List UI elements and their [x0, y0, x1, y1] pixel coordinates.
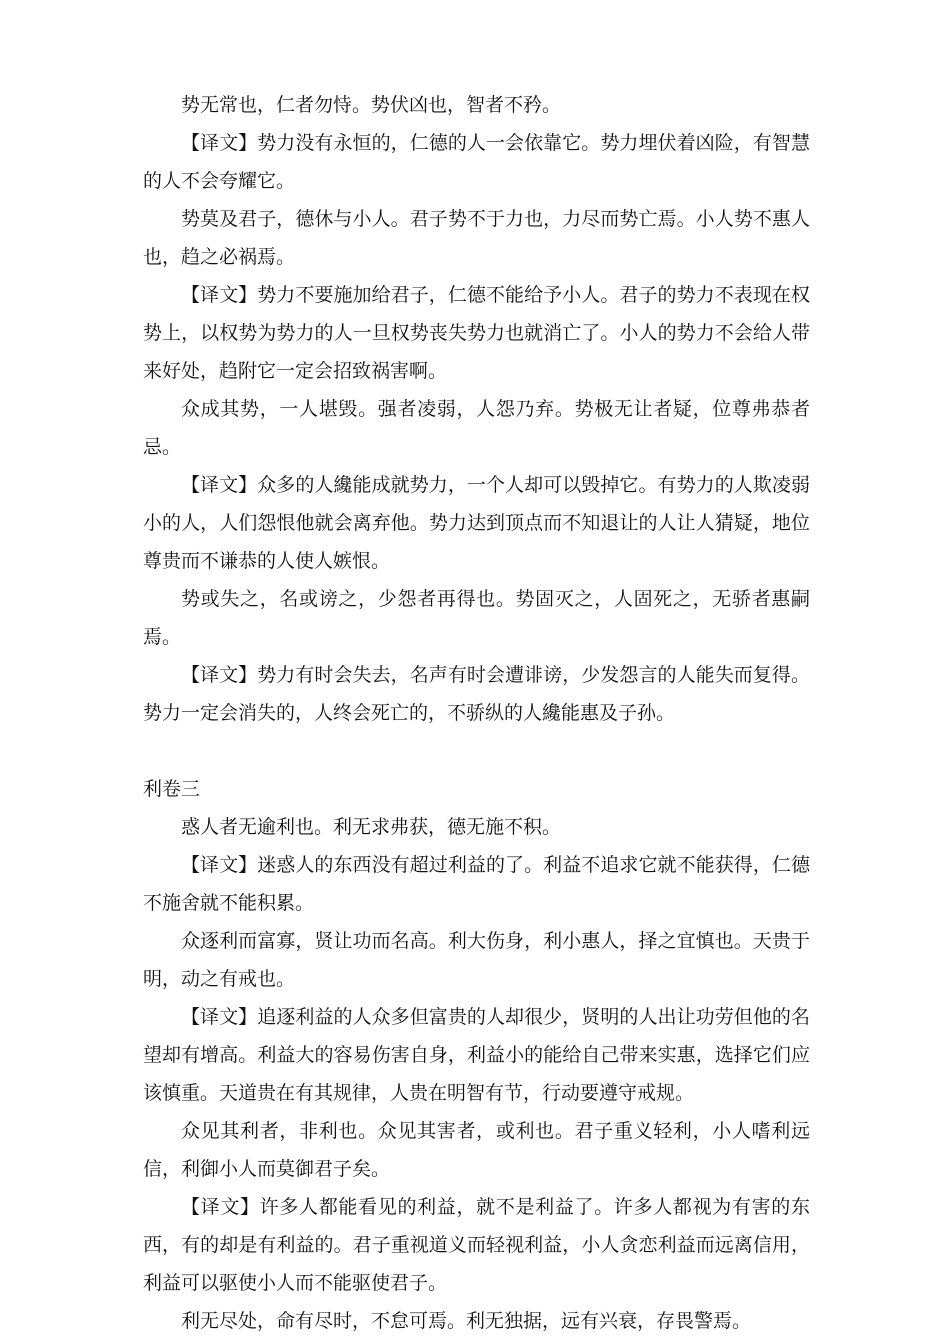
text-paragraph: 众见其利者，非利也。众见其害者，或利也。君子重义轻利，小人嗜利远信，利御小人而莫御君子矣。	[143, 1120, 810, 1180]
text-paragraph: 势无常也，仁者勿恃。势伏凶也，智者不矜。	[181, 94, 562, 116]
translation-paragraph: 【译文】势力有时会失去，名声有时会遭诽谤，少发怨言的人能失而复得。势力一定会消失的，人终会死亡的，不骄纵的人纔能惠及子孙。	[143, 664, 810, 724]
text-paragraph: 势或失之，名或谤之，少怨者再得也。势固灭之，人固死之，无骄者惠嗣焉。	[143, 588, 810, 648]
text-paragraph: 众逐利而富寡，贤让功而名高。利大伤身，利小惠人，择之宜慎也。天贵于明，动之有戒也。	[143, 930, 810, 990]
translation-paragraph: 【译文】势力不要施加给君子，仁德不能给予小人。君子的势力不表现在权势上，以权势为势力的人一旦权势丧失势力也就消亡了。小人的势力不会给人带来好处，趋附它一定会招致祸害啊。	[143, 284, 810, 382]
text-paragraph: 众成其势，一人堪毁。强者凌弱，人怨乃弃。势极无让者疑，位尊弗恭者忌。	[143, 398, 810, 458]
section-title: 利卷三	[143, 778, 201, 800]
translation-paragraph: 【译文】许多人都能看见的利益，就不是利益了。许多人都视为有害的东西，有的却是有利益的。君子重视道义而轻视利益，小人贪恋利益而远离信用，利益可以驱使小人而不能驱使君子。	[143, 1196, 810, 1294]
text-paragraph: 利无尽处，命有尽时，不怠可焉。利无独据，远有兴衰，存畏警焉。	[181, 1310, 752, 1332]
text-paragraph: 势莫及君子，德休与小人。君子势不于力也，力尽而势亡焉。小人势不惠人也，趋之必祸焉。	[143, 208, 810, 268]
translation-paragraph: 【译文】众多的人纔能成就势力，一个人却可以毁掉它。有势力的人欺凌弱小的人，人们怨恨他就会离弃他。势力达到顶点而不知退让的人让人猜疑，地位尊贵而不谦恭的人使人嫉恨。	[143, 474, 810, 572]
document-body	[143, 86, 810, 1340]
text-paragraph: 惑人者无逾利也。利无求弗获，德无施不积。	[181, 816, 562, 838]
translation-paragraph: 【译文】迷惑人的东西没有超过利益的了。利益不追求它就不能获得，仁德不施舍就不能积累。	[143, 854, 810, 914]
translation-paragraph: 【译文】追逐利益的人众多但富贵的人却很少，贤明的人出让功劳但他的名望却有增高。利益大的容易伤害自身，利益小的能给自己带来实惠，选择它们应该慎重。天道贵在有其规律，人贵在明智有节，行动要遵守戒规。	[143, 1006, 810, 1104]
translation-paragraph: 【译文】势力没有永恒的，仁德的人一会依靠它。势力埋伏着凶险，有智慧的人不会夸耀它。	[143, 132, 810, 192]
